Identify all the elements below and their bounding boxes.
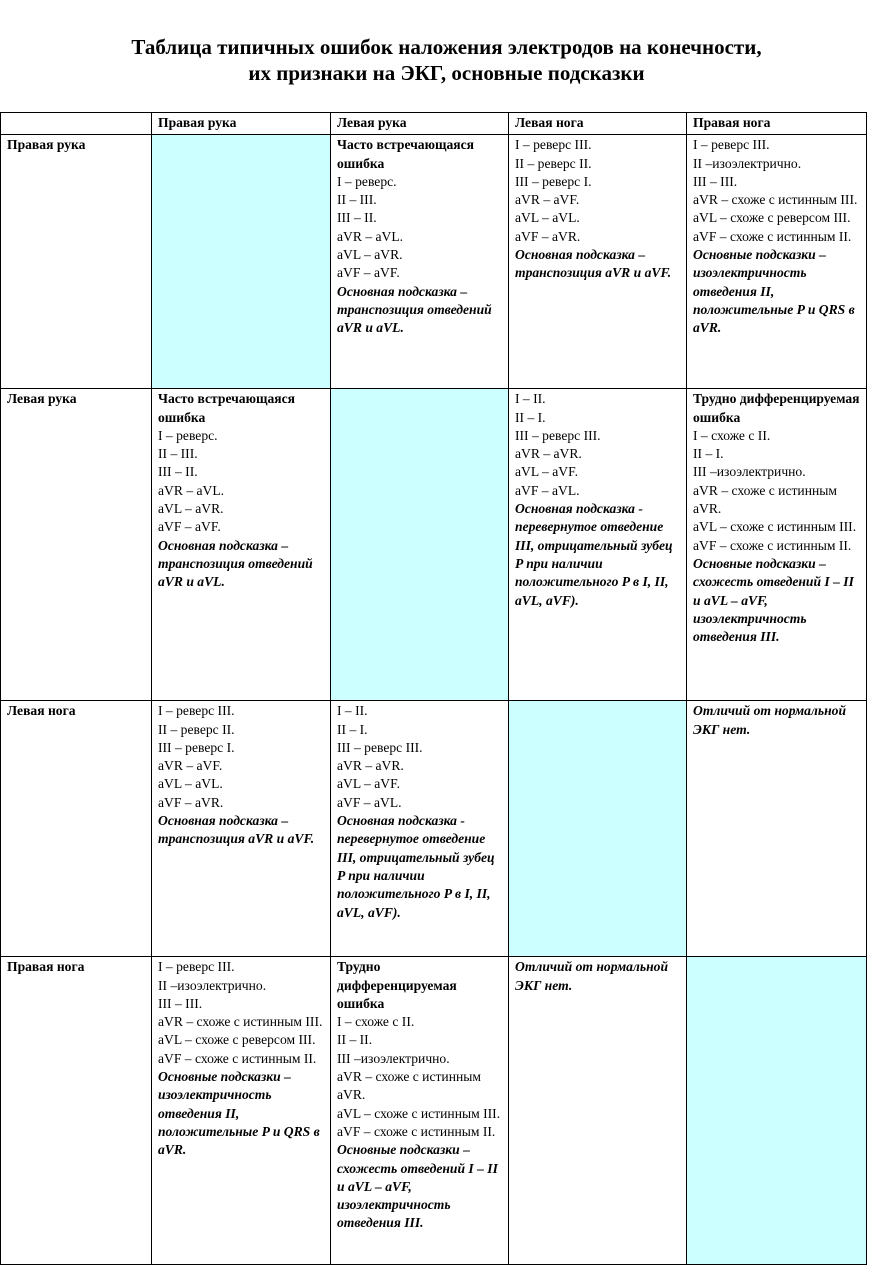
cell-hint-text: Основные подсказки – схожесть отведений I – II и aVL – aVF, изоэлектричность отведения III. <box>337 1142 498 1231</box>
cell-line: aVF – схоже с истинным II. <box>693 228 852 244</box>
cell-hint-text: Отличий от нормальной ЭКГ нет. <box>693 703 847 737</box>
table-row <box>1 701 867 957</box>
table-cell <box>687 135 867 389</box>
cell-hint-text: Часто встречающаяся ошибка <box>337 137 475 171</box>
cell-line: aVL – схоже с реверсом III. <box>158 1032 316 1048</box>
corner-cell <box>1 113 152 135</box>
table-cell <box>152 957 331 1265</box>
cell-line: III – III. <box>693 173 738 189</box>
col-header-right-leg: Правая нога <box>687 113 867 135</box>
cell-line: II – реверс II. <box>515 155 592 171</box>
cell-line: aVR – aVL. <box>337 228 404 244</box>
col-header-left-leg: Левая нога <box>509 113 687 135</box>
col-header-left-arm: Левая рука <box>331 113 509 135</box>
cell-hint-text: Часто встречающаяся ошибка <box>158 391 296 425</box>
col-header-right-arm: Правая рука <box>152 113 331 135</box>
cell-line: aVL – схоже с истинным III. <box>337 1105 501 1121</box>
cell-line: aVF – aVR. <box>158 794 224 810</box>
cell-line: I – реверс III. <box>158 703 235 719</box>
cell-hint-text: Основная подсказка – транспозиция отведений aVR и aVL. <box>158 537 313 590</box>
cell-line: aVF – схоже с истинным II. <box>693 537 852 553</box>
table-cell <box>687 389 867 701</box>
cell-line: I – II. <box>337 703 368 719</box>
cell-line: II –изоэлектрично. <box>158 977 267 993</box>
cell-line: aVL – aVR. <box>337 247 403 263</box>
cell-line: aVR – схоже с истинным III. <box>693 192 858 208</box>
diagonal-cell <box>152 135 331 389</box>
cell-line: III –изоэлектрично. <box>337 1050 450 1066</box>
cell-line: I – реверс III. <box>693 137 770 153</box>
cell-hint-text: Основная подсказка – транспозиция aVR и aVF. <box>158 813 315 847</box>
cell-hint-text: Основные подсказки – изоэлектричность отведения II, положительные P и QRS в aVR. <box>158 1069 320 1158</box>
row-header: Правая рука <box>1 135 152 389</box>
cell-line: I – схоже с II. <box>337 1014 415 1030</box>
diagonal-cell <box>509 701 687 957</box>
table-row <box>1 389 867 701</box>
cell-line: II – III. <box>337 192 377 208</box>
cell-line: III – реверс III. <box>337 739 423 755</box>
cell-line: aVF – схоже с истинным II. <box>337 1123 496 1139</box>
cell-line: III – реверс I. <box>515 173 592 189</box>
diagonal-cell <box>687 957 867 1265</box>
table-cell <box>152 389 331 701</box>
cell-hint-text: Основная подсказка – транспозиция отведений aVR и aVL. <box>337 283 492 336</box>
cell-line: aVL – aVL. <box>515 210 580 226</box>
cell-line: aVR – aVF. <box>515 192 580 208</box>
cell-line: I – реверс. <box>337 173 397 189</box>
cell-line: aVL – aVR. <box>158 501 224 517</box>
cell-line: I – реверс III. <box>515 137 592 153</box>
cell-line: II – I. <box>337 721 368 737</box>
cell-hint-text: Основные подсказки – изоэлектричность отведения II, положительные P и QRS в aVR. <box>693 247 855 336</box>
table-cell <box>509 135 687 389</box>
cell-line: aVL – aVF. <box>337 776 400 792</box>
cell-hint-text: Основная подсказка - перевернутое отведение III, отрицательный зубец P при наличии положительного P в I, II, aVL, aVF). <box>337 813 495 920</box>
cell-hint-text: Основная подсказка – транспозиция aVR и aVF. <box>515 247 672 281</box>
cell-line: III – II. <box>158 464 198 480</box>
cell-line: III – реверс III. <box>515 427 601 443</box>
cell-line: II – II. <box>337 1032 373 1048</box>
cell-hint-text: Трудно дифференцируемая ошибка <box>337 959 457 1011</box>
cell-line: II – I. <box>515 409 546 425</box>
cell-line: II – I. <box>693 446 724 462</box>
cell-hint-text: Отличий от нормальной ЭКГ нет. <box>515 959 669 993</box>
table-cell <box>509 389 687 701</box>
cell-hint-text: Трудно дифференцируемая ошибка <box>693 391 860 425</box>
cell-line: aVF – aVF. <box>158 519 221 535</box>
cell-line: aVF – схоже с истинным II. <box>158 1050 317 1066</box>
cell-line: II – реверс II. <box>158 721 235 737</box>
page-title <box>0 34 893 86</box>
table-row <box>1 135 867 389</box>
cell-line: I – II. <box>515 391 546 407</box>
cell-line: I – реверс. <box>158 427 218 443</box>
cell-line: aVF – aVL. <box>515 482 580 498</box>
cell-line: III – II. <box>337 210 377 226</box>
table-cell <box>331 957 509 1265</box>
cell-line: III – реверс I. <box>158 739 235 755</box>
electrode-error-table <box>0 112 867 1265</box>
cell-line: II – III. <box>158 446 198 462</box>
table-cell <box>331 135 509 389</box>
row-header: Правая нога <box>1 957 152 1265</box>
cell-line: aVF – aVL. <box>337 794 402 810</box>
cell-hint-text: Основная подсказка - перевернутое отведение III, отрицательный зубец P при наличии положительного P в I, II, aVL, aVF). <box>515 501 673 608</box>
table-cell <box>509 957 687 1265</box>
cell-line: aVL – схоже с истинным III. <box>693 519 857 535</box>
cell-line: I – реверс III. <box>158 959 235 975</box>
title-line-1: Таблица типичных ошибок наложения электродов на конечности, <box>131 35 762 59</box>
cell-line: aVR – aVR. <box>515 446 582 462</box>
cell-line: III – III. <box>158 995 203 1011</box>
header-row <box>1 113 867 135</box>
row-header: Левая рука <box>1 389 152 701</box>
cell-line: aVR – aVL. <box>158 482 225 498</box>
cell-line: aVF – aVR. <box>515 228 581 244</box>
cell-line: aVL – aVL. <box>158 776 223 792</box>
title-line-2: их признаки на ЭКГ, основные подсказки <box>248 61 645 85</box>
cell-line: aVL – aVF. <box>515 464 578 480</box>
cell-line: aVR – схоже с истинным aVR. <box>693 482 837 517</box>
cell-line: II –изоэлектрично. <box>693 155 802 171</box>
cell-line: aVF – aVF. <box>337 265 400 281</box>
table-cell <box>152 701 331 957</box>
table-cell <box>687 701 867 957</box>
cell-line: aVR – схоже с истинным III. <box>158 1014 323 1030</box>
cell-line: III –изоэлектрично. <box>693 464 806 480</box>
diagonal-cell <box>331 389 509 701</box>
cell-line: aVR – схоже с истинным aVR. <box>337 1069 481 1103</box>
cell-line: aVR – aVR. <box>337 758 404 774</box>
cell-line: I – схоже с II. <box>693 427 771 443</box>
table-row <box>1 957 867 1265</box>
row-header: Левая нога <box>1 701 152 957</box>
cell-line: aVL – схоже с реверсом III. <box>693 210 851 226</box>
cell-hint-text: Основные подсказки – схожесть отведений I – II и aVL – aVF, изоэлектричность отведения III. <box>693 555 854 645</box>
table-cell <box>331 701 509 957</box>
cell-line: aVR – aVF. <box>158 758 223 774</box>
